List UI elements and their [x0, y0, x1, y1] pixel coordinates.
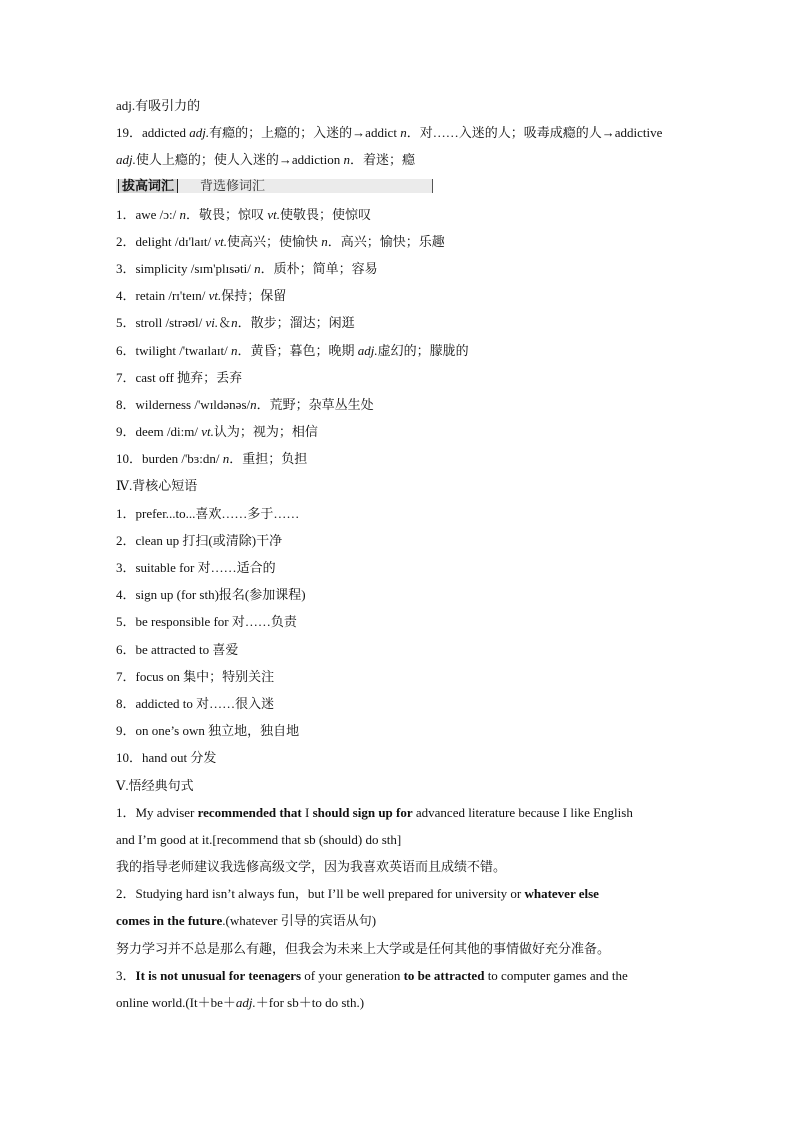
item-text: ．散步；溜达；闲逛: [237, 315, 355, 331]
phrase-item: 6．be attracted to 喜爱: [116, 641, 239, 657]
pos-tag: vt.: [267, 206, 280, 222]
bold-phrase: should sign up for: [312, 804, 413, 820]
vocab-item: [116, 364, 682, 391]
sentence-1-translation: 我的指导老师建议我选修高级文学，因为我喜欢英语而且成绩不错。: [116, 859, 507, 875]
vocab-list: [116, 201, 682, 473]
pos-tag: adj.: [189, 125, 210, 141]
item-text: 保持；保留: [221, 288, 287, 304]
vocab-item: [116, 391, 682, 418]
pos-tag: vt.: [201, 424, 214, 440]
sentence-2-translation: 努力学习并不总是那么有趣，但我会为未来上大学或是任何其他的事情做好充分准备。: [116, 940, 611, 956]
item-text: 5．stroll /strəʊl/: [116, 315, 206, 331]
phrase-list: [116, 500, 682, 772]
sentence-text: 2．Studying hard isn’t always fun，but I’ll be well prepared for university or: [116, 886, 525, 902]
bold-phrase: comes in the future: [116, 913, 223, 929]
sentence-1-line-2: and I’m good at it.[recommend that sb (should) do sth]: [116, 831, 402, 847]
sentence-text: .(whatever 引导的宾语从句): [222, 913, 377, 929]
item-text: 使高兴；使愉快: [227, 233, 322, 249]
vocab-item: [116, 337, 682, 364]
sentence-text: of your generation: [301, 967, 404, 983]
item-text: 19．addicted: [116, 125, 190, 141]
phrase-item: 5．be responsible for 对……负责: [116, 614, 297, 630]
item-text: ．对……入迷的人；吸毒成瘾的人→addictive: [406, 125, 663, 141]
pos-tag: adj.: [357, 342, 378, 358]
vocab-item: [116, 445, 682, 472]
text-line: [116, 146, 682, 173]
bold-phrase: to be attracted: [403, 967, 485, 983]
bold-phrase: recommended that: [197, 804, 302, 820]
item-text: ．黄昏；暮色；晚期: [237, 342, 358, 358]
phrase-item: 4．sign up (for sth)报名(参加课程): [116, 587, 306, 603]
item-text: 认为；视为；相信: [213, 424, 318, 440]
vocab-item: [116, 309, 682, 336]
vocab-item: [116, 228, 682, 255]
bold-phrase: whatever else: [524, 886, 599, 902]
item-text: 1．awe /ɔ:/: [116, 206, 180, 222]
vocab-item: [116, 418, 682, 445]
pos-tag: n: [179, 206, 187, 222]
item-text: ．质朴；简单；容易: [260, 260, 378, 276]
pos-tag: adj.: [116, 152, 136, 168]
pos-tag: n: [254, 260, 261, 276]
item-text: 2．delight /dɪ'laɪt/: [116, 233, 215, 249]
item-text: 7．cast off 抛弃；丢弃: [116, 369, 243, 385]
item-text: 9．deem /di:m/: [116, 424, 202, 440]
phrase-item: 8．addicted to 对……很入迷: [116, 695, 275, 711]
item-text: 使敬畏；使惊叹: [279, 206, 371, 222]
vocab-item: [116, 282, 682, 309]
bold-phrase: It is not unusual for teenagers: [135, 967, 302, 983]
sentence-text: advanced literature because I like English: [412, 804, 633, 820]
phrase-item: 2．clean up 打扫(或清除)干净: [116, 532, 283, 548]
sentence-text: 3．: [116, 967, 136, 983]
phrase-item: 1．prefer...to...喜欢……多于……: [116, 505, 300, 521]
banner-subtitle: 背选修词汇: [200, 177, 266, 193]
item-text: 3．simplicity /sɪm'plɪsəti/: [116, 260, 255, 276]
item-text: ＆: [218, 315, 232, 331]
item-text: ．敬畏；惊叹: [186, 206, 268, 222]
phrase-item: 7．focus on 集中；特别关注: [116, 668, 275, 684]
sentence-text: 1．My adviser: [116, 804, 198, 820]
item-text: ．重担；负担: [229, 451, 308, 467]
pos-tag: vt.: [214, 233, 228, 249]
pos-tag: n: [231, 342, 238, 358]
item-text: 虚幻的；朦胧的: [377, 342, 469, 358]
phrase-item: 9．on one’s own 独立地，独自地: [116, 723, 300, 739]
sentence-3-line-2: [116, 989, 682, 1016]
pos-tag: vi.: [205, 315, 219, 331]
item-text: ．着迷；瘾: [350, 152, 416, 168]
pos-tag: n: [231, 315, 238, 331]
sentence-2-line-2: [116, 907, 682, 934]
text-line: [116, 92, 682, 119]
pos-tag: n: [250, 396, 257, 412]
banner-tag: 拔高词汇: [118, 179, 178, 193]
pos-tag: vt.: [208, 288, 222, 304]
document-page: [116, 92, 682, 1016]
pos-tag: adj.: [235, 995, 256, 1010]
item-text: 8．wilderness /'wɪldənəs/: [116, 396, 251, 412]
section-title-phrases: Ⅳ.背核心短语: [116, 478, 198, 494]
item-text: 使人上瘾的；使人入迷的→addiction: [135, 152, 344, 168]
item-text: 有瘾的；上瘾的；入迷的→addict: [209, 125, 401, 141]
sentence-2-line-1: [116, 880, 682, 907]
sentence-text: to computer games and the: [484, 967, 628, 983]
phrase-item: 3．suitable for 对……适合的: [116, 560, 276, 575]
sentence-text: ＋for sb＋to do sth.): [255, 995, 365, 1010]
vocab-item: [116, 201, 682, 228]
item-text: 10．burden /'bɜ:dn/: [116, 451, 223, 467]
line-text: adj.有吸引力的: [116, 98, 201, 113]
section-banner: [116, 177, 682, 197]
phrase-item: 10．hand out 分发: [116, 750, 217, 766]
item-text: 4．retain /rɪ'teɪn/: [116, 288, 209, 304]
vocab-item-19: [116, 119, 682, 146]
item-text: ．荒野；杂草丛生处: [256, 396, 374, 412]
item-text: 6．twilight /'twaɪlaɪt/: [116, 342, 232, 358]
pos-tag: n: [222, 451, 230, 467]
sentence-text: I: [301, 804, 313, 820]
pos-tag: n: [400, 125, 407, 141]
pos-tag: n: [321, 233, 328, 249]
sentence-text: online world.(It＋be＋: [116, 995, 236, 1010]
sentence-3-line-1: [116, 962, 682, 989]
section-title-sentences: Ⅴ.悟经典句式: [116, 777, 194, 793]
pos-tag: n: [343, 152, 351, 168]
sentence-1-line-1: [116, 799, 682, 826]
vocab-item: [116, 255, 682, 282]
item-text: ．高兴；愉快；乐趣: [327, 233, 445, 249]
